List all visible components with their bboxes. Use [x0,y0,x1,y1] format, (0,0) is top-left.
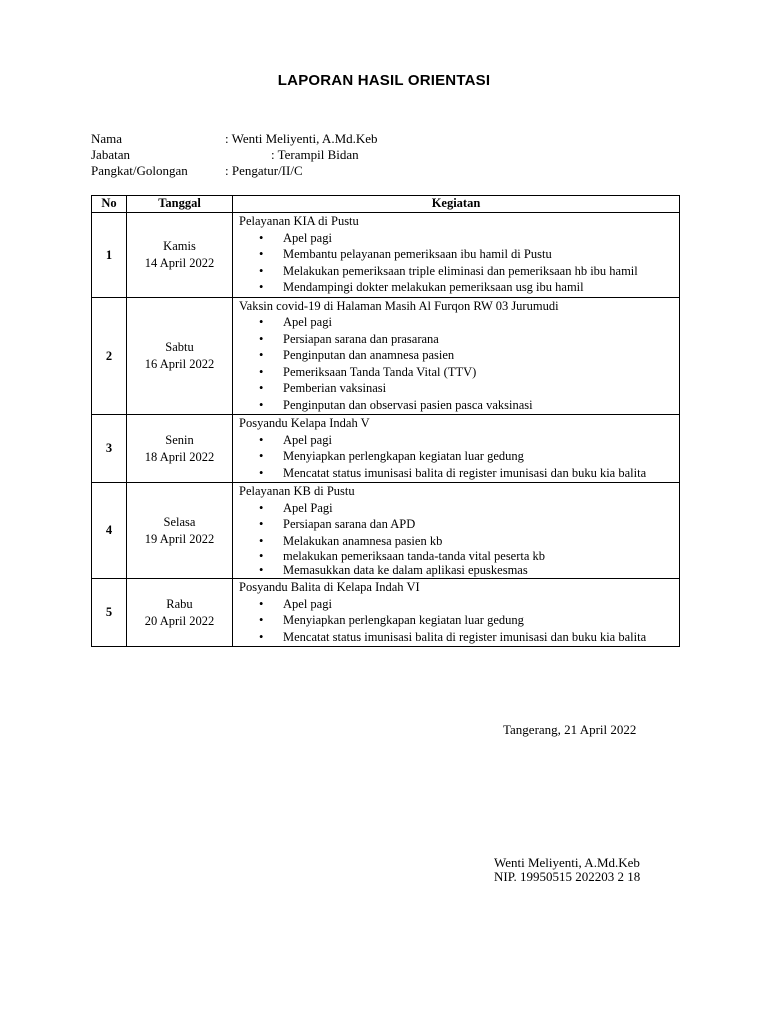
row-activities [233,579,680,647]
activity-list [239,314,672,413]
table-row [92,579,680,647]
row-date [127,579,233,647]
row-number: 3 [92,415,127,483]
row-day: Rabu [166,597,193,611]
list-item: • Melakukan pemeriksaan triple eliminasi dan pemeriksaan hb ibu hamil [239,263,672,280]
position-value: : Terampil Bidan [271,147,359,162]
table-row [92,297,680,415]
activity-heading: Vaksin covid-19 di Halaman Masih Al Furqon RW 03 Jurumudi [239,298,559,313]
rank-label: Pangkat/Golongan [91,163,188,178]
activity-list [239,596,672,646]
row-number: 2 [92,297,127,415]
list-item: • Apel pagi [239,230,672,247]
row-day: Selasa [163,515,196,529]
row-date-value: 16 April 2022 [144,356,215,371]
list-item: • Apel pagi [239,314,672,331]
list-item: • Membantu pelayanan pemeriksaan ibu hamil di Pustu [239,246,672,263]
row-number: 1 [92,213,127,298]
page-title: LAPORAN HASIL ORIENTASI [277,72,491,89]
list-item: • Penginputan dan anamnesa pasien [239,347,672,364]
list-item: • Persiapan sarana dan APD [239,516,672,533]
list-item: • Mencatat status imunisasi balita di register imunisasi dan buku kia balita [239,629,672,646]
name-label: Nama [91,131,123,146]
name-value: : Wenti Meliyenti, A.Md.Keb [225,131,378,146]
activity-heading: Posyandu Kelapa Indah V [239,416,370,430]
row-activities [233,415,680,483]
list-item: • Menyiapkan perlengkapan kegiatan luar gedung [239,612,672,629]
list-item: • Apel pagi [239,596,672,613]
position-label: Jabatan [91,147,130,162]
list-item: • Pemeriksaan Tanda Tanda Vital (TTV) [239,364,672,381]
header-no: No [92,196,127,213]
row-activities [233,213,680,298]
list-item: • Persiapan sarana dan prasarana [239,331,672,348]
row-day: Sabtu [165,340,194,355]
activity-heading: Pelayanan KB di Pustu [239,484,355,498]
row-day: Senin [165,433,194,447]
row-date [127,297,233,415]
row-date-value: 19 April 2022 [144,531,215,546]
activity-list [239,500,672,578]
row-date [127,483,233,579]
header-date: Tanggal [127,196,233,213]
row-date-value: 18 April 2022 [144,449,215,464]
table-row [92,213,680,298]
row-activities [233,297,680,415]
row-number: 4 [92,483,127,579]
rank-value: : Pengatur/II/C [225,163,303,178]
list-item: • Pemberian vaksinasi [239,380,672,397]
activity-heading: Posyandu Balita di Kelapa Indah VI [239,580,420,594]
header-activity: Kegiatan [233,196,680,213]
row-date-value: 20 April 2022 [144,613,215,628]
row-date [127,213,233,298]
activity-heading: Pelayanan KIA di Pustu [239,214,359,228]
list-item: • Penginputan dan observasi pasien pasca vaksinasi [239,397,672,414]
signature-nip: NIP. 19950515 202203 2 18 [494,869,641,884]
row-date [127,415,233,483]
row-day: Kamis [163,239,196,254]
signature-name: Wenti Meliyenti, A.Md.Keb [494,855,640,870]
list-item: • Mencatat status imunisasi balita di register imunisasi dan buku kia balita [239,465,672,482]
activity-list [239,432,672,482]
row-activities [233,483,680,579]
row-number: 5 [92,579,127,647]
list-item: • Mendampingi dokter melakukan pemeriksaan usg ibu hamil [239,279,672,296]
list-item: • Menyiapkan perlengkapan kegiatan luar gedung [239,448,672,465]
list-item: • Apel Pagi [239,500,672,517]
activity-table [91,195,680,647]
list-item: • Apel pagi [239,432,672,449]
list-item: • Memasukkan data ke dalam aplikasi epuskesmas [239,563,672,577]
table-header-row [92,196,680,213]
list-item: • melakukan pemeriksaan tanda-tanda vital peserta kb [239,549,672,563]
list-item: • Melakukan anamnesa pasien kb [239,533,672,550]
table-row [92,415,680,483]
place-date: Tangerang, 21 April 2022 [503,722,637,737]
table-row [92,483,680,579]
activity-list [239,230,672,296]
row-date-value: 14 April 2022 [144,255,215,270]
